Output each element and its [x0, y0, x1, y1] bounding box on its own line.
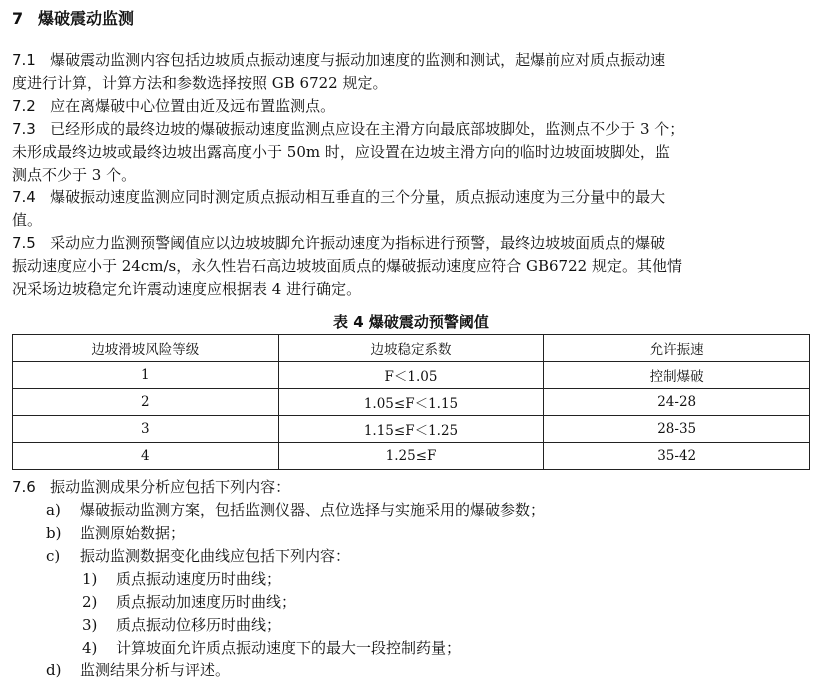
paragraph-line: 未形成最终边坡或最终边坡出露高度小于 50m 时，应设置在边坡主滑方向的临时边坡面坡脚处，监: [12, 143, 670, 161]
table-row: [13, 443, 810, 470]
threshold-table: [12, 334, 810, 470]
table-header-row: [13, 335, 810, 362]
list-item: [46, 499, 545, 522]
paragraph-7-3: [12, 118, 812, 187]
sub-list-item: [82, 591, 296, 614]
sub-list-label: 3): [82, 616, 98, 634]
table-cell: 1.05≤F＜1.15: [278, 389, 544, 416]
paragraph-text: 已经形成的最终边坡的爆破振动速度监测点应设在主滑方向最底部坡脚处，监测点不少于 3 个；: [50, 120, 685, 138]
table-header-cell: 边坡稳定系数: [278, 335, 544, 362]
table-cell: 3: [13, 416, 279, 443]
table-cell: F＜1.05: [278, 362, 544, 389]
paragraph-line: 测点不少于 3 个。: [12, 166, 137, 184]
paragraph-line: 值。: [12, 211, 43, 229]
table-row: [13, 416, 810, 443]
paragraph-text: 采动应力监测预警阈值应以边坡坡脚允许振动速度为指标进行预警，最终边坡坡面质点的爆破: [50, 234, 666, 252]
table-cell: 1.25≤F: [278, 443, 544, 470]
list-text: 监测原始数据；: [80, 524, 186, 542]
paragraph-number: 7.3: [12, 120, 36, 138]
list-text: 振动监测数据变化曲线应包括下列内容：: [80, 547, 351, 565]
paragraph-text: 振动监测成果分析应包括下列内容：: [50, 478, 291, 496]
section-number: 7: [12, 9, 24, 28]
table-row: [13, 362, 810, 389]
list-text: 爆破振动监测方案，包括监测仪器、点位选择与实施采用的爆破参数；: [80, 501, 546, 519]
paragraph-7-4: [12, 186, 812, 232]
paragraph-text: 爆破震动监测内容包括边坡质点振动速度与振动加速度的监测和测试，起爆前应对质点振动速: [50, 51, 666, 69]
paragraph-line: 振动速度应小于 24cm/s，永久性岩石高边坡坡面质点的爆破振动速度应符合 GB6722 规定。其他情: [12, 257, 682, 275]
paragraph-line: [12, 49, 812, 72]
table-cell: 35-42: [544, 443, 810, 470]
list-label: a): [46, 501, 61, 519]
table-cell: 2: [13, 389, 279, 416]
table-cell: 1: [13, 362, 279, 389]
sub-list-item: [82, 614, 281, 637]
sub-list-text: 质点振动加速度历时曲线；: [116, 593, 297, 611]
paragraph-line: [12, 118, 812, 141]
table-cell: 24-28: [544, 389, 810, 416]
paragraph-line: [12, 95, 812, 118]
paragraph-number: 7.6: [12, 478, 36, 496]
list-label: d): [46, 661, 62, 679]
paragraph-number: 7.2: [12, 97, 36, 115]
sub-list-label: 1): [82, 570, 98, 588]
paragraph-number: 7.4: [12, 188, 36, 206]
list-item: [46, 522, 185, 545]
list-label: b): [46, 524, 62, 542]
table-cell: 4: [13, 443, 279, 470]
table-cell: 1.15≤F＜1.25: [278, 416, 544, 443]
sub-list-item: [82, 637, 461, 660]
table-title: 表 4 爆破震动预警阈值: [333, 313, 489, 331]
paragraph-line: [12, 232, 812, 255]
list-label: c): [46, 547, 61, 565]
sub-list-text: 质点振动位移历时曲线；: [116, 616, 282, 634]
paragraph-number: 7.5: [12, 234, 36, 252]
sub-list-text: 计算坡面允许质点振动速度下的最大一段控制药量；: [116, 639, 462, 657]
paragraph-text: 爆破振动速度监测应同时测定质点振动相互垂直的三个分量，质点振动速度为三分量中的最大: [50, 188, 666, 206]
table-cell: 控制爆破: [544, 362, 810, 389]
paragraph-line: 度进行计算，计算方法和参数选择按照 GB 6722 规定。: [12, 74, 388, 92]
paragraph-line: [12, 186, 812, 209]
section-title: 爆破震动监测: [38, 9, 135, 28]
list-item: [46, 659, 230, 682]
paragraph-7-6: [12, 476, 290, 499]
paragraph-line: 况采场边坡稳定允许震动速度应根据表 4 进行确定。: [12, 280, 362, 298]
list-text: 监测结果分析与评述。: [80, 661, 231, 679]
table-cell: 28-35: [544, 416, 810, 443]
sub-list-label: 2): [82, 593, 98, 611]
list-item: [46, 545, 350, 568]
sub-list-label: 4): [82, 639, 98, 657]
sub-list-item: [82, 568, 281, 591]
paragraph-7-5: [12, 232, 812, 301]
paragraph-7-1: [12, 49, 812, 95]
paragraph-text: 应在离爆破中心位置由近及远布置监测点。: [50, 97, 336, 115]
paragraph-7-2: [12, 95, 812, 118]
table-header-cell: 允许振速: [544, 335, 810, 362]
paragraph-number: 7.1: [12, 51, 36, 69]
section-heading: [12, 6, 134, 29]
table-row: [13, 389, 810, 416]
table-header-cell: 边坡滑坡风险等级: [13, 335, 279, 362]
sub-list-text: 质点振动速度历时曲线；: [116, 570, 282, 588]
